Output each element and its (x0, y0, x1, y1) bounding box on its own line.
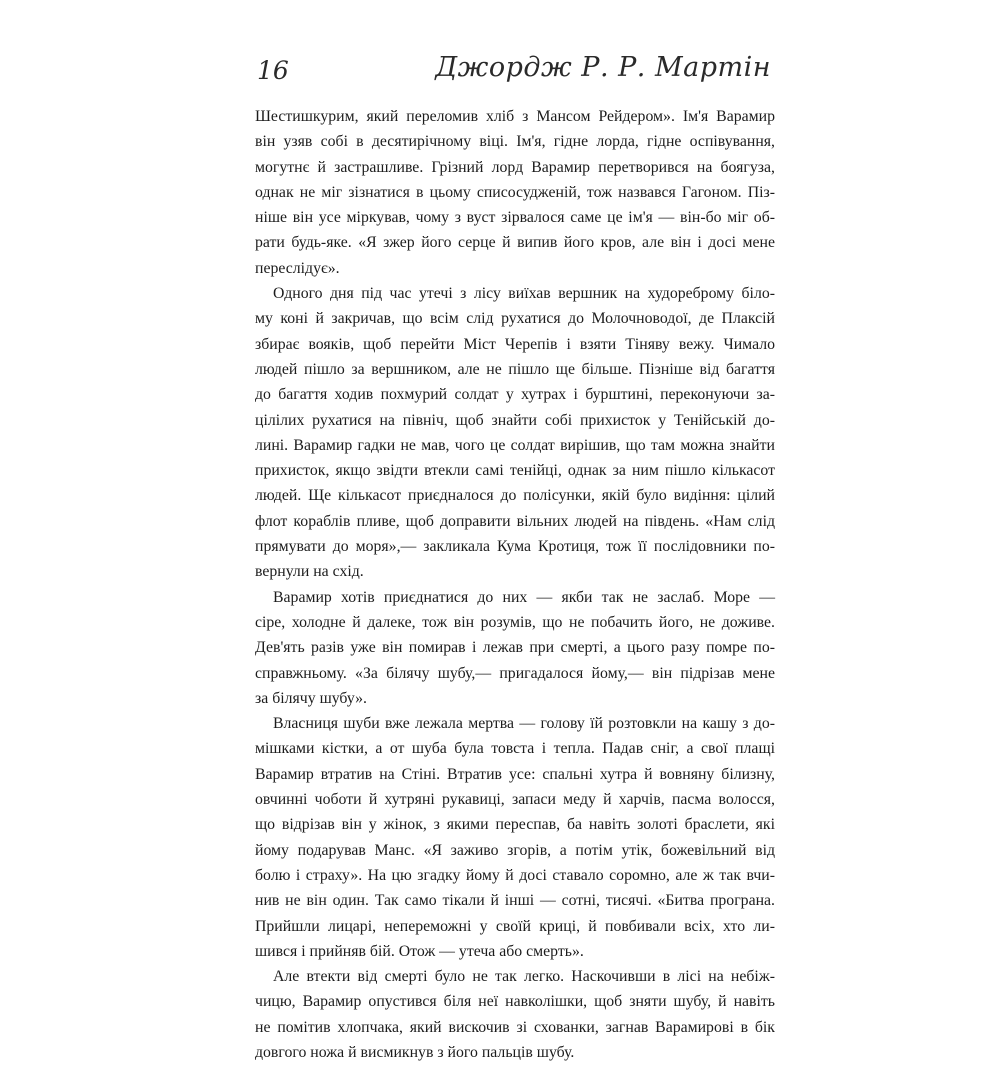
text-line: болю і страху». На цю згадку йому й досі ставало соромно, але ж так вчи- (255, 866, 775, 884)
text-line: могутнє й застрашливе. Грізний лорд Варамир перетворився на боягуза, (255, 158, 775, 176)
text-line: переслідує». (255, 259, 340, 277)
text-line: му коні й закричав, що всім слід рухатися до Молочноводої, де Плаксій (255, 310, 775, 328)
text-line: Шестишкурим, який переломив хліб з Мансом Рейдером». Ім'я Варамир (255, 108, 775, 125)
running-head (257, 52, 771, 96)
text-line: Дев'ять разів уже він помирав і лежав при смерті, а цього разу помре по- (255, 639, 775, 657)
text-line: цілілих рухатися на північ, щоб знайти собі прихисток у Тенійській до- (255, 411, 775, 429)
text-line: вернули на схід. (255, 563, 364, 581)
paragraph (255, 281, 775, 585)
text-line: сіре, холодне й далеке, тож він розумів, що не побачить його, не доживе. (255, 613, 775, 631)
text-line: Але втекти від смерті було не так легко. Наскочивши в лісі на небіж- (273, 968, 775, 986)
text-line: нив не він один. Так само тікали й інші — сотні, тисячі. «Битва програна. (255, 892, 775, 910)
text-line: не помітив хлопчака, який вискочив зі схованки, загнав Варамирові в бік (255, 1018, 775, 1036)
text-line: що відрізав він у жінок, з якими переспав, ба навіть золоті браслети, які (255, 816, 775, 834)
text-line: прихисток, якщо звідти втекли самі тенійці, однак за ним пішло кількасот (255, 462, 775, 480)
text-line: однак не міг зізнатися в цьому списосудженій, тож назвався Гагоном. Піз- (255, 183, 775, 201)
text-line: флот кораблів пливе, щоб доправити вільних людей на південь. «Нам слід (255, 512, 775, 530)
text-line: прямувати до моря»,— закликала Кума Кротиця, тож її послідовники по- (255, 538, 775, 556)
text-line: мішками кістки, а от шуба була товста і тепла. Падав сніг, а свої плащі (255, 740, 775, 758)
paragraph (255, 104, 775, 281)
text-line: Власниця шуби вже лежала мертва — голову їй розтовкли на кашу з до- (273, 715, 775, 733)
paragraph (255, 585, 775, 711)
text-line: йому подарував Манс. «Я заживо згорів, а потім утік, божевільний від (255, 841, 775, 859)
text-line: за білячу шубу». (255, 689, 367, 707)
body-text (255, 104, 775, 1065)
text-line: людей. Ще кількасот приєдналося до полісунки, якій було видіння: цілий (255, 487, 775, 505)
text-line: овчинні чоботи й хутряні рукавиці, запаси меду й харчів, пасма волосся, (255, 791, 775, 809)
text-line: Варамир втратив на Стіні. Втратив усе: спальні хутра й вовняну білизну, (255, 765, 775, 783)
text-line: чицю, Варамир опустився біля неї навколішки, щоб зняти шубу, й навіть (255, 993, 775, 1011)
text-line: лині. Варамир гадки не мав, чого це солдат вирішив, що там можна знайти (255, 436, 775, 454)
text-line: збирає вояків, щоб перейти Міст Черепів і взяти Тіняву вежу. Чимало (255, 335, 775, 353)
text-line: ніше він усе міркував, чому з вуст зірвалося саме це ім'я — він-бо міг об- (255, 209, 775, 227)
text-line: Одного дня під час утечі з лісу виїхав вершник на худореброму біло- (273, 285, 775, 303)
text-line: справжньому. «За білячу шубу,— пригадалося йому,— він підрізав мене (255, 664, 775, 682)
text-line: він узяв собі в десятирічному віці. Ім'я, гідне лорда, гідне оспівування, (255, 133, 775, 151)
page-number: 16 (257, 56, 289, 85)
text-line: шився і прийняв бій. Отож — утеча або смерть». (255, 942, 584, 960)
text-line: людей пішло за вершником, але не пішло ще більше. Пізніше від багаття (255, 360, 775, 378)
paragraph (255, 711, 775, 964)
text-line: рати будь-яке. «Я зжер його серце й випив його кров, але він і досі мене (255, 234, 775, 252)
text-line: до багаття ходив похмурий солдат у хутрах і бурштині, переконуючи за- (255, 386, 775, 404)
text-line: Варамир хотів приєднатися до них — якби так не заслаб. Море — (273, 588, 775, 606)
running-head-author: Джордж Р. Р. Мартін (435, 52, 771, 83)
paragraph (255, 964, 775, 1065)
text-line: Прийшли лицарі, непереможні у своїй криці, й повбивали всіх, хто ли- (255, 917, 775, 935)
text-line: довгого ножа й висмикнув з його пальців шубу. (255, 1043, 575, 1061)
